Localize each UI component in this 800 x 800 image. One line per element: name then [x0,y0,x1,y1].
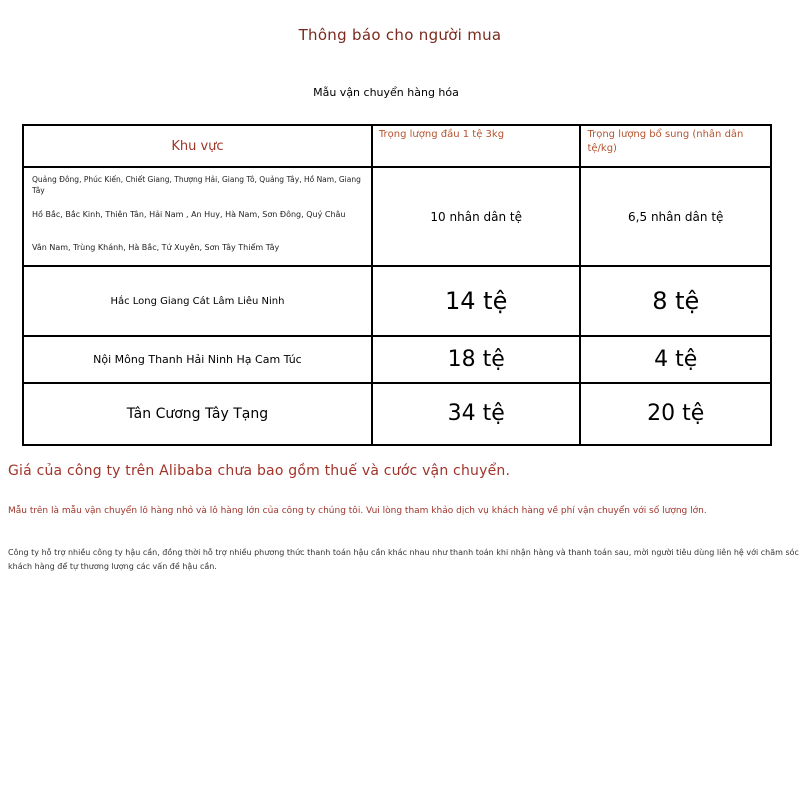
extra-weight-price: 4 tệ [580,336,771,382]
extra-weight-price: 6,5 nhân dân tệ [580,167,771,266]
header-region: Khu vực [23,125,372,167]
region-cell: Hắc Long Giang Cát Lâm Liêu Ninh [23,266,372,336]
first-weight-price: 18 tệ [372,336,581,382]
page-subtitle: Mẫu vận chuyển hàng hóa [313,86,459,99]
region-line: Vân Nam, Trùng Khánh, Hà Bắc, Tứ Xuyên, Sơn Tây Thiểm Tây [32,243,280,253]
region-cell [23,167,372,266]
table-row [23,383,771,445]
region-line: Quảng Đông, Phúc Kiến, Chiết Giang, Thượng Hải, Giang Tô, Quảng Tây, Hồ Nam, Giang Tây [32,175,361,196]
region-cell: Tân Cương Tây Tạng [23,383,372,445]
region-line: Hồ Bắc, Bắc Kinh, Thiên Tân, Hải Nam , An Huy, Hà Nam, Sơn Đông, Quý Châu [32,210,346,220]
table-row [23,336,771,382]
extra-weight-price: 20 tệ [580,383,771,445]
page-title: Thông báo cho người mua [298,26,502,44]
header-extra-weight: Trọng lượng bổ sung (nhân dân tệ/kg) [580,125,771,167]
shipping-table [22,124,772,446]
region-cell: Nội Mông Thanh Hải Ninh Hạ Cam Túc [23,336,372,382]
table-header-row [23,125,771,167]
logistics-note: Công ty hỗ trợ nhiều công ty hậu cần, đồng thời hỗ trợ nhiều phương thức thanh toán hậu cần khác nhau như thanh toán khi nhận hàng và thanh toán sau, mời người tiêu dùng liên hệ với chăm sóc khách hàng để tự thương lượng các vấn đề hậu cần. [8,548,799,571]
extra-weight-price: 8 tệ [580,266,771,336]
template-note: Mẫu trên là mẫu vận chuyển lô hàng nhỏ và lô hàng lớn của công ty chúng tôi. Vui lòng tham khảo dịch vụ khách hàng về phí vận chuyển với số lượng lớn. [8,506,707,516]
first-weight-price: 10 nhân dân tệ [372,167,581,266]
first-weight-price: 34 tệ [372,383,581,445]
table-row [23,167,771,266]
price-note: Giá của công ty trên Alibaba chưa bao gồm thuế và cước vận chuyển. [8,463,511,479]
table-row [23,266,771,336]
header-first-weight: Trọng lượng đầu 1 tệ 3kg [372,125,581,167]
first-weight-price: 14 tệ [372,266,581,336]
